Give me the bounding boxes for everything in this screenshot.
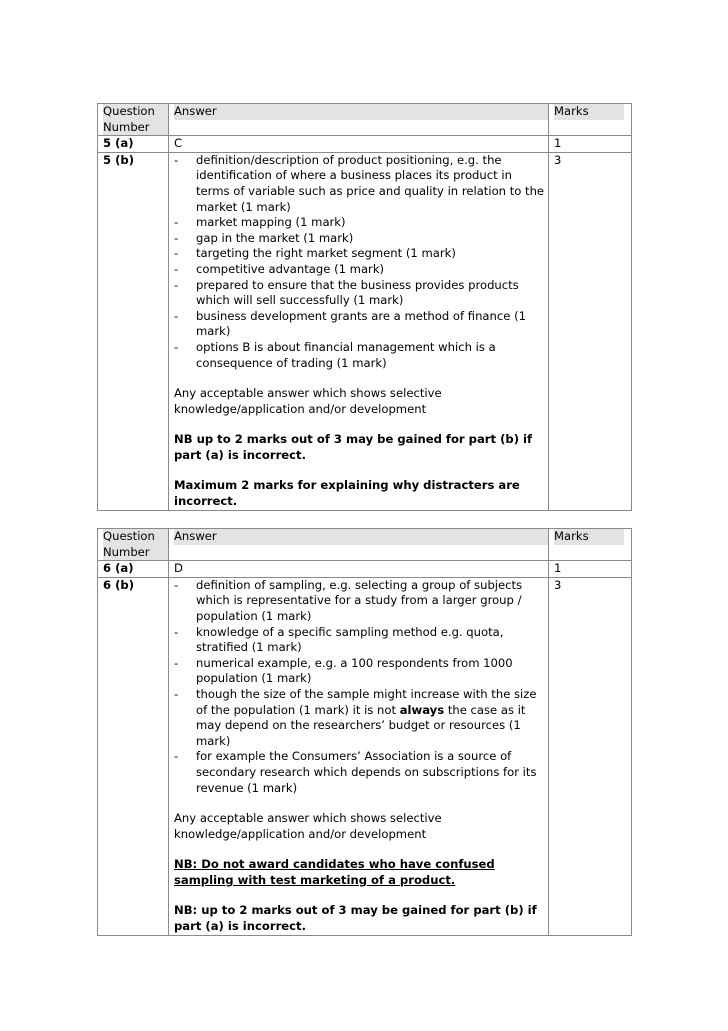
list-item: - definition of sampling, e.g. selecting a group of subjects which is representative for a study from a larger group / population (1 mark): [174, 578, 545, 625]
answer-cell: C: [169, 136, 549, 153]
list-item: - targeting the right market segment (1 mark): [174, 246, 545, 262]
table-row-5b: [98, 152, 632, 510]
list-item: - for example the Consumers’ Association is a source of secondary research which depends on subscriptions for its revenue (1 mark): [174, 749, 545, 796]
table-header-row: [98, 529, 632, 561]
list-item: - market mapping (1 mark): [174, 215, 545, 231]
answer-bullet-list: [174, 153, 545, 371]
header-answer: Answer: [169, 529, 549, 561]
acceptable-answer-note: Any acceptable answer which shows selective knowledge/application and/or development: [174, 386, 442, 416]
answer-cell: D: [169, 561, 549, 578]
answer-cell: [169, 577, 549, 935]
list-item: - business development grants are a method of finance (1 mark): [174, 309, 545, 340]
list-item: - gap in the market (1 mark): [174, 231, 545, 247]
maximum-marks-note: Maximum 2 marks for explaining why distracters are incorrect.: [174, 478, 520, 509]
table-row-6a: [98, 561, 632, 578]
marks-cell: 3: [549, 577, 632, 935]
header-question-number: Question Number: [98, 529, 169, 561]
question-number: 5 (a): [98, 136, 169, 153]
table-row-6b: [98, 577, 632, 935]
question-number: 6 (b): [98, 577, 169, 935]
list-item: - though the size of the sample might increase with the size of the population (1 mark) it is not always the case as it may depend on the researchers’ budget or resources (1 mark): [174, 687, 545, 749]
mark-scheme-table-q6: [97, 528, 632, 936]
table-header-row: [98, 104, 632, 136]
marks-cell: 3: [549, 152, 632, 510]
header-marks: Marks: [549, 529, 632, 561]
list-item: - prepared to ensure that the business provides products which will sell successfully (1 mark): [174, 278, 545, 309]
nb-note: NB up to 2 marks out of 3 may be gained for part (b) if part (a) is incorrect.: [174, 432, 533, 462]
marks-cell: 1: [549, 561, 632, 578]
mark-scheme-table-q5: [97, 103, 632, 511]
header-question-number: Question Number: [98, 104, 169, 136]
list-item: - options B is about financial management which is a consequence of trading (1 mark): [174, 340, 545, 371]
nb-confused-sampling-note: NB: Do not award candidates who have confused sampling with test marketing of a product.: [174, 857, 495, 887]
nb-note: NB: up to 2 marks out of 3 may be gained for part (b) if part (a) is incorrect.: [174, 903, 537, 934]
question-number: 5 (b): [98, 152, 169, 510]
table-row-5a: [98, 136, 632, 153]
header-marks: Marks: [549, 104, 632, 136]
list-item: - definition/description of product positioning, e.g. the identification of where a business places its product in terms of variable such as price and quality in relation to the market (1 mark): [174, 153, 545, 215]
answer-cell: [169, 152, 549, 510]
list-item: - numerical example, e.g. a 100 respondents from 1000 population (1 mark): [174, 656, 545, 687]
list-item: - knowledge of a specific sampling method e.g. quota, stratified (1 mark): [174, 625, 545, 656]
question-number: 6 (a): [98, 561, 169, 578]
list-item: - competitive advantage (1 mark): [174, 262, 545, 278]
emphasis-always: always: [399, 702, 445, 717]
header-answer: Answer: [169, 104, 549, 136]
marks-cell: 1: [549, 136, 632, 153]
answer-bullet-list: [174, 578, 545, 796]
acceptable-answer-note: Any acceptable answer which shows selective knowledge/application and/or development: [174, 811, 442, 841]
